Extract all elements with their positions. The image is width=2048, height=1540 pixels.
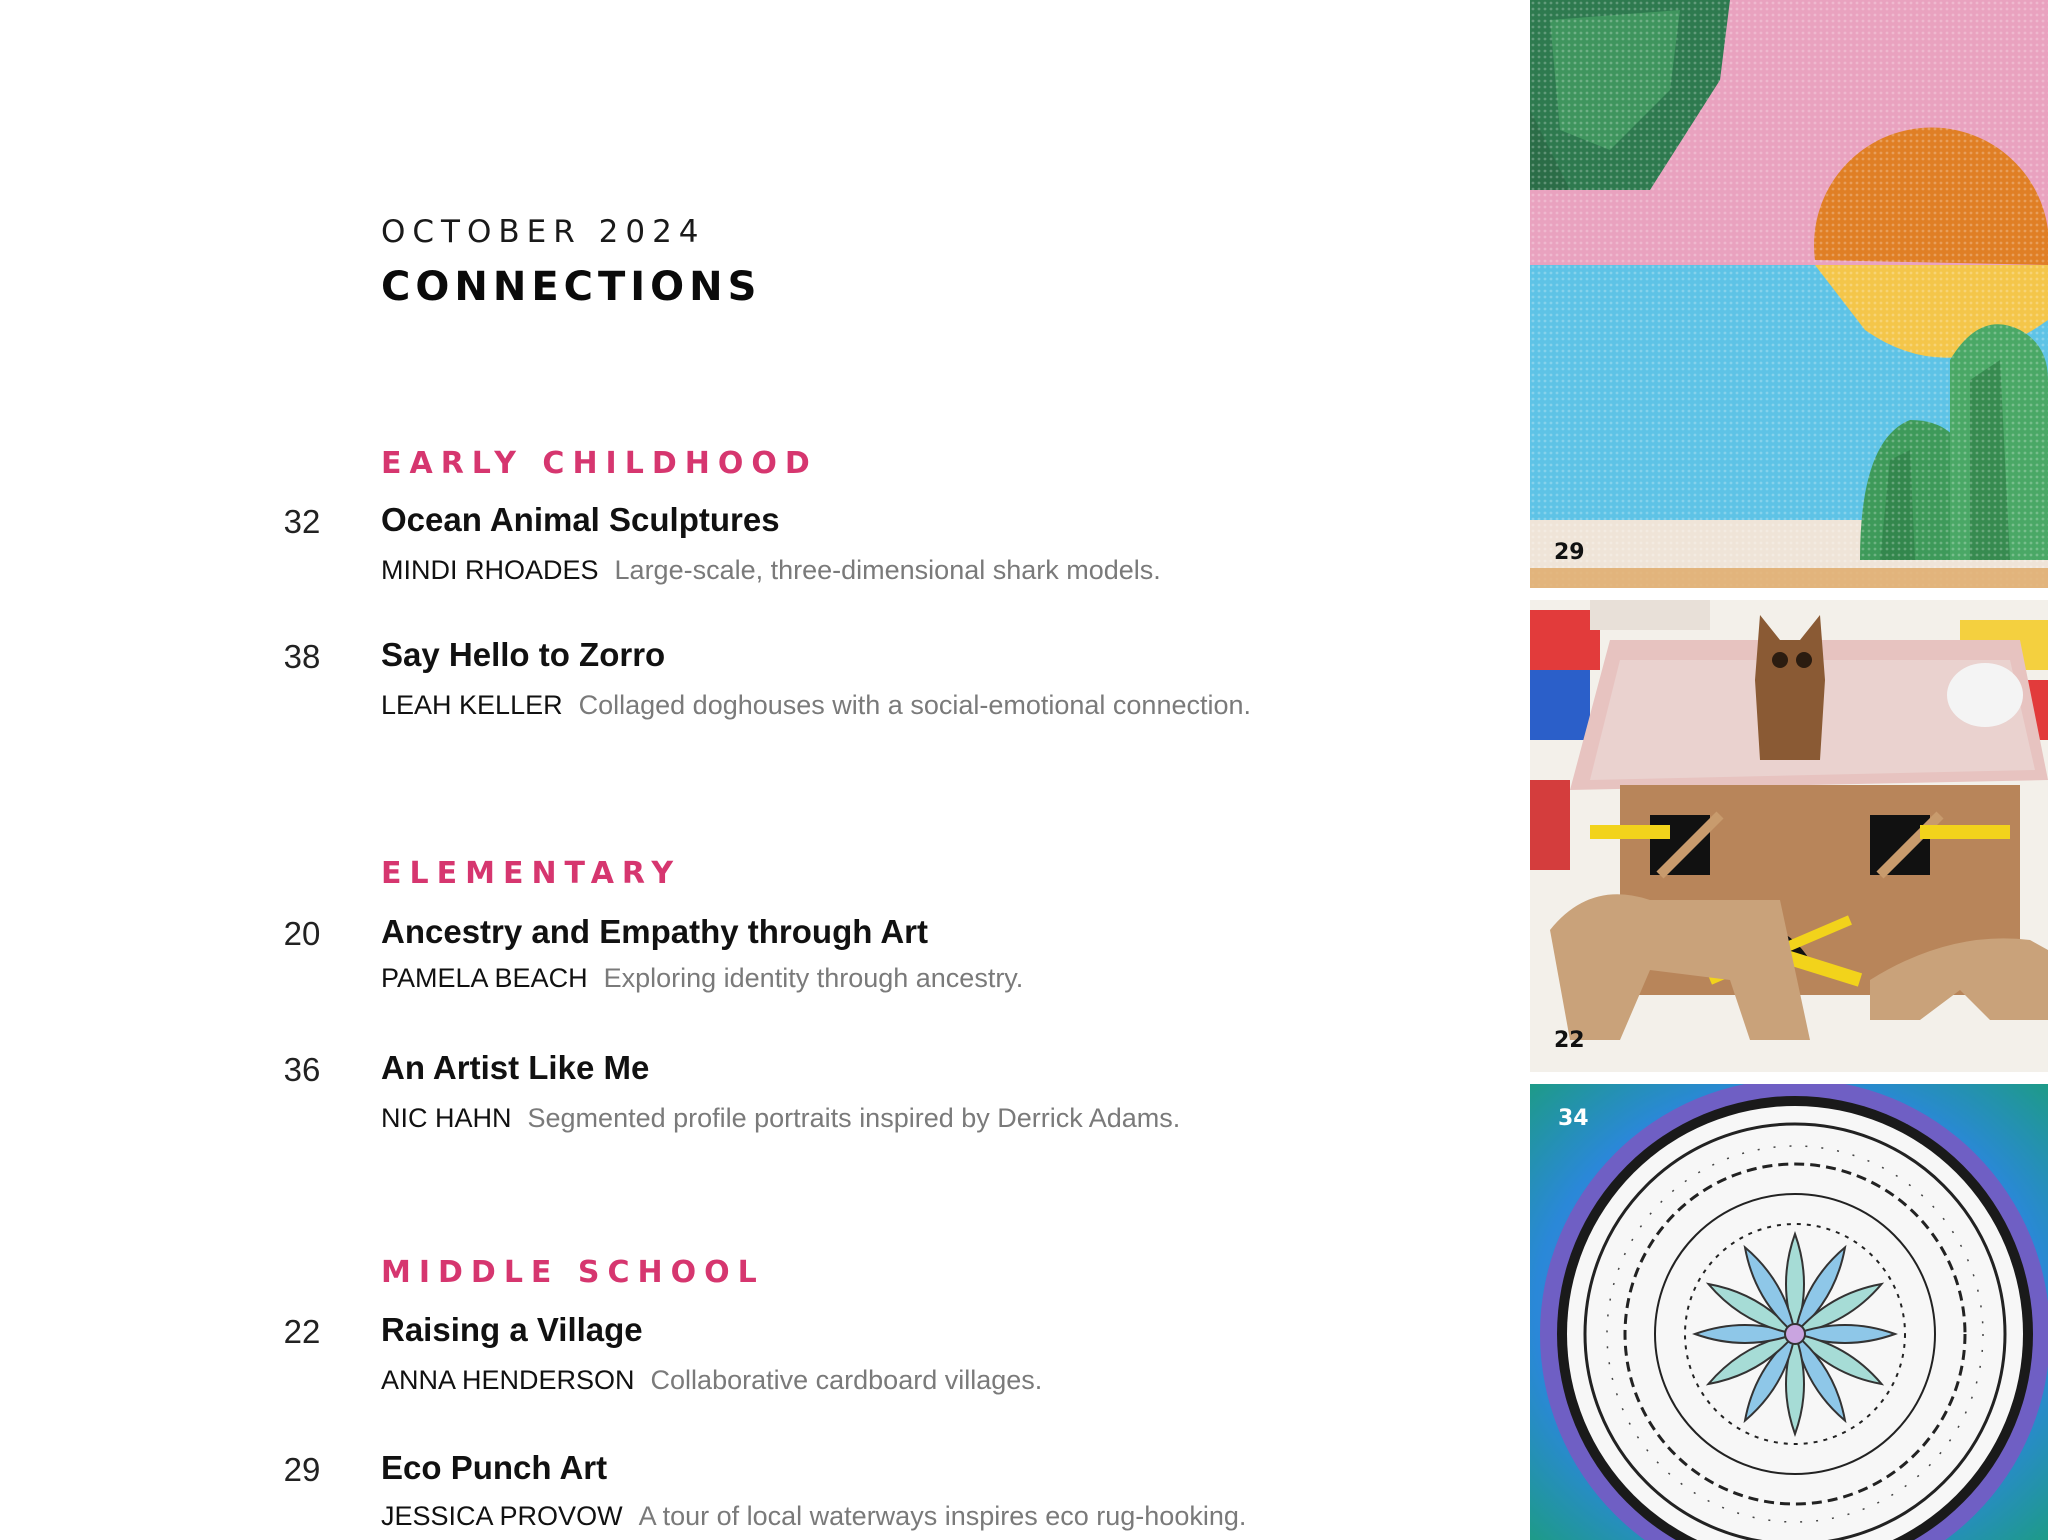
article-description: Collaged doghouses with a social-emotional connection. [578,690,1252,720]
article-title[interactable]: Eco Punch Art [381,1449,608,1486]
byline [381,963,1023,994]
page-number: 22 [283,1313,321,1350]
photo-eco-punch-art[interactable] [1530,0,2048,588]
page-number: 32 [283,503,321,540]
issue-date: OCTOBER 2024 [381,214,706,250]
article-title[interactable]: Raising a Village [381,1311,643,1348]
byline [381,1365,1042,1396]
page-number: 20 [283,915,321,952]
section-heading-middle-school: MIDDLE SCHOOL [381,1255,765,1290]
author-name: ANNA HENDERSON [381,1365,635,1395]
article-title[interactable]: An Artist Like Me [381,1049,650,1086]
author-name: JESSICA PROVOW [381,1501,623,1531]
page-number: 36 [283,1051,321,1088]
article-title[interactable]: Ocean Animal Sculptures [381,501,780,538]
photo-mandala[interactable] [1530,1084,2048,1540]
author-name: LEAH KELLER [381,690,563,720]
photo-page-label: 29 [1554,540,1585,565]
article-title[interactable]: Ancestry and Empathy through Art [381,913,928,950]
author-name: PAMELA BEACH [381,963,588,993]
byline [381,555,1161,586]
author-name: NIC HAHN [381,1103,512,1133]
photo-page-label: 34 [1558,1106,1589,1131]
article-description: A tour of local waterways inspires eco rug-hooking. [638,1501,1247,1531]
photo-page-label: 22 [1554,1028,1585,1053]
page-number: 38 [283,638,321,675]
rug-hooking-illustration [1530,0,2048,588]
article-description: Exploring identity through ancestry. [603,963,1024,993]
cardboard-house-illustration [1530,600,2048,1072]
photo-column [1530,0,2048,1540]
issue-theme: CONNECTIONS [381,264,762,310]
photo-raising-a-village[interactable] [1530,600,2048,1072]
article-description: Large-scale, three-dimensional shark models. [614,555,1161,585]
page-number: 29 [283,1451,321,1488]
article-title[interactable]: Say Hello to Zorro [381,636,666,673]
section-heading-elementary: ELEMENTARY [381,856,682,891]
section-heading-early-childhood: EARLY CHILDHOOD [381,446,818,481]
mandala-illustration [1530,1084,2048,1540]
article-description: Collaborative cardboard villages. [650,1365,1043,1395]
author-name: MINDI RHOADES [381,555,599,585]
article-description: Segmented profile portraits inspired by Derrick Adams. [527,1103,1181,1133]
byline [381,1501,1246,1532]
byline [381,1103,1180,1134]
byline [381,690,1251,721]
